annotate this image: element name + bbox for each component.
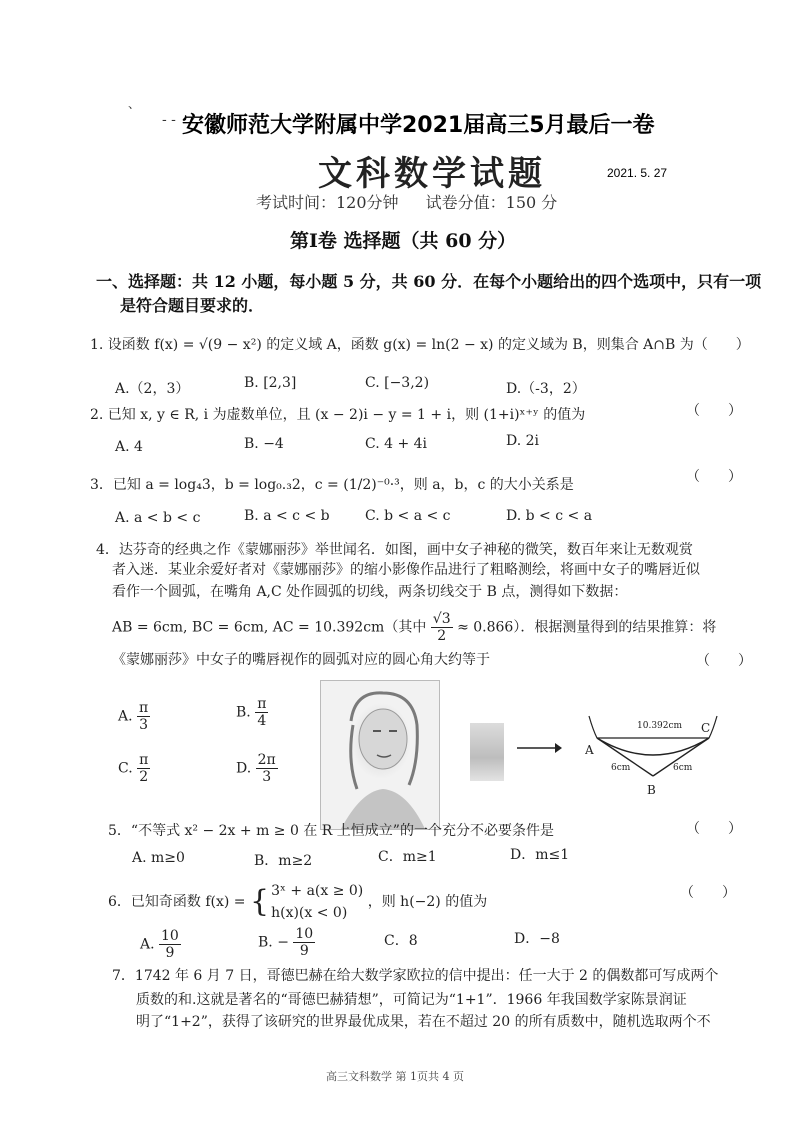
- frac-numerator: √3: [432, 611, 451, 627]
- q6-text-a: 6．已知奇函数 f(x) =: [108, 894, 246, 910]
- option-fraction: [293, 926, 315, 959]
- q4-option-a: [118, 700, 150, 733]
- exam-date: 2021. 5. 27: [607, 166, 668, 180]
- q7-line-2: 质数的和.这就是著名的“哥德巴赫猜想”，可简记为“1+1”．1966 年我国数学家陈景润证: [136, 992, 687, 1008]
- label-a: A: [585, 743, 594, 757]
- frac-denominator: 4: [257, 713, 267, 729]
- question-5: 5．“不等式 x² − 2x + m ≥ 0 在 R 上恒成立”的一个充分不必要条件是: [108, 823, 554, 839]
- frac-denominator: 3: [262, 769, 272, 785]
- frac-numerator: π: [139, 752, 149, 768]
- q2-answer-paren: （ ）: [686, 403, 742, 419]
- case-2: h(x)(x < 0): [271, 905, 348, 921]
- q1-option-b: B. [2,3]: [244, 375, 297, 391]
- header-dash: - -: [162, 112, 176, 128]
- frac-denominator: 3: [139, 717, 149, 733]
- question-3: 3．已知 a = log₄3，b = log₀.₃2，c = (1/2)⁻⁰·³，则 a，b，c 的大小关系是: [90, 477, 574, 493]
- frac-numerator: π: [257, 696, 267, 712]
- q4-option-c: [118, 752, 150, 785]
- q6-text-b: ，则 h(−2) 的值为: [367, 894, 488, 910]
- question-6: [108, 880, 487, 924]
- cases: [271, 880, 363, 924]
- option-label: A.: [140, 936, 155, 953]
- brace: {: [250, 884, 270, 919]
- option-label: B. −: [258, 934, 289, 951]
- q4-option-d: [236, 752, 278, 785]
- label-ab: 6cm: [611, 763, 631, 773]
- option-label: B.: [236, 704, 251, 721]
- q1-option-d: D.（-3，2）: [506, 381, 586, 397]
- q4-line-3: 看作一个圆弧，在嘴角 A,C 处作圆弧的切线，两条切线交于 B 点，测得如下数据：: [112, 584, 628, 600]
- lip-arc-diagram: [585, 712, 725, 798]
- instructions: [96, 270, 761, 318]
- question-1: 1. 设函数 f(x) = √(9 − x²) 的定义域 A，函数 g(x) = ln(2 − x) 的定义域为 B，则集合 A∩B 为（ ）: [90, 337, 750, 353]
- mona-lisa-image: [320, 680, 440, 830]
- q1-option-a: A.（2，3）: [115, 381, 190, 397]
- q2-option-c: C. 4 + 4i: [365, 436, 428, 452]
- lip-arc: [597, 738, 709, 755]
- option-label: A.: [118, 708, 133, 725]
- frac-denominator: 2: [139, 769, 149, 785]
- option-fraction: [137, 700, 150, 733]
- option-fraction: [159, 928, 181, 961]
- q5-option-a: A. m≥0: [132, 850, 185, 866]
- question-2: 2. 已知 x, y ∈ R, i 为虚数单位，且 (x − 2)i − y = 1 + i，则 (1+i)ˣ⁺ʸ 的值为: [90, 407, 586, 423]
- q5-option-d: D．m≤1: [510, 847, 570, 863]
- q2-option-a: A. 4: [115, 439, 143, 455]
- q3-answer-paren: （ ）: [686, 469, 742, 485]
- q6-option-d: D．−8: [514, 931, 560, 947]
- frac-denominator: 9: [299, 943, 309, 959]
- q7-line-1: 7．1742 年 6 月 7 日，哥德巴赫在给大数学家欧拉的信中提出：任一大于 2 的偶数都可写成两个: [112, 968, 719, 984]
- frac-numerator: π: [139, 700, 149, 716]
- q4-option-b: [236, 696, 268, 729]
- q3-option-d: D. b < c < a: [506, 508, 593, 524]
- exam-info: [256, 190, 579, 213]
- option-fraction: [255, 696, 268, 729]
- school-heading: 安徽师范大学附属中学2021届高三5月最后一卷: [182, 113, 655, 138]
- label-bc: 6cm: [673, 763, 693, 773]
- q4-line-4a: AB = 6cm, BC = 6cm, AC = 10.392cm（其中: [112, 619, 427, 636]
- portrait-sketch: [321, 681, 439, 829]
- exam-title: 文科数学试题: [318, 154, 546, 194]
- q5-option-c: C．m≥1: [378, 849, 437, 865]
- label-c: C: [701, 721, 711, 735]
- arrow-icon: [515, 742, 563, 754]
- lips-crop-image: [470, 723, 504, 781]
- q4-answer-paren: （ ）: [696, 653, 752, 669]
- stray-mark: 、: [128, 97, 141, 111]
- q6-answer-paren: （ ）: [680, 885, 736, 901]
- q1-option-c: C. [−3,2): [365, 375, 430, 391]
- frac-denominator: 9: [165, 945, 175, 961]
- q6-option-a: [140, 928, 181, 961]
- frac-denominator: 2: [437, 628, 447, 644]
- q2-option-b: B. −4: [244, 436, 284, 452]
- option-fraction: [256, 752, 278, 785]
- q2-option-d: D. 2i: [506, 433, 540, 449]
- instructions-line-2: 是符合题目要求的．: [120, 296, 265, 315]
- sqrt3-over-2: [431, 611, 453, 644]
- label-ac: 10.392cm: [637, 721, 683, 731]
- option-label: C.: [118, 760, 133, 777]
- piecewise: [250, 880, 363, 924]
- frac-numerator: 10: [161, 928, 179, 944]
- exam-time: 考试时间：120分钟: [256, 193, 399, 212]
- exam-score: 试卷分值：150 分: [425, 193, 558, 212]
- section-heading: 第Ⅰ卷 选择题（共 60 分）: [290, 230, 517, 252]
- page-footer: 高三文科数学 第 1页共 4 页: [326, 1070, 464, 1083]
- q5-option-b: B．m≥2: [254, 853, 313, 869]
- q4-line-5: 《蒙娜丽莎》中女子的嘴唇视作的圆弧对应的圆心角大约等于: [112, 652, 490, 668]
- q6-option-c: C．8: [384, 933, 418, 949]
- q4-line-2: 者入迷．某业余爱好者对《蒙娜丽莎》的缩小影像作品进行了粗略测绘，将画中女子的嘴唇近似: [112, 562, 700, 578]
- frac-numerator: 10: [295, 926, 314, 942]
- case-1: 3ˣ + a(x ≥ 0): [271, 883, 364, 899]
- option-fraction: [137, 752, 150, 785]
- q3-option-c: C. b < a < c: [365, 508, 451, 524]
- label-b: B: [647, 783, 656, 797]
- q4-line-4: [112, 611, 716, 644]
- q5-answer-paren: （ ）: [686, 821, 742, 837]
- q4-line-4b: ≈ 0.866）．根据测量得到的结果推算：将: [457, 619, 717, 636]
- instructions-line-1: 一、选择题：共 12 小题，每小题 5 分，共 60 分．在每个小题给出的四个选项中，只有一项: [96, 272, 762, 291]
- q7-line-3: 明了“1+2”，获得了该研究的世界最优成果，若在不超过 20 的所有质数中，随机选取两个不: [136, 1014, 711, 1030]
- q3-option-a: A. a < b < c: [115, 510, 201, 526]
- frac-numerator: 2π: [257, 752, 276, 768]
- q4-line-1: 4．达芬奇的经典之作《蒙娜丽莎》举世闻名．如图，画中女子神秘的微笑，数百年来让无数观赏: [96, 542, 693, 558]
- q6-option-b: [258, 926, 315, 959]
- option-label: D.: [236, 760, 252, 777]
- q3-option-b: B. a < c < b: [244, 508, 330, 524]
